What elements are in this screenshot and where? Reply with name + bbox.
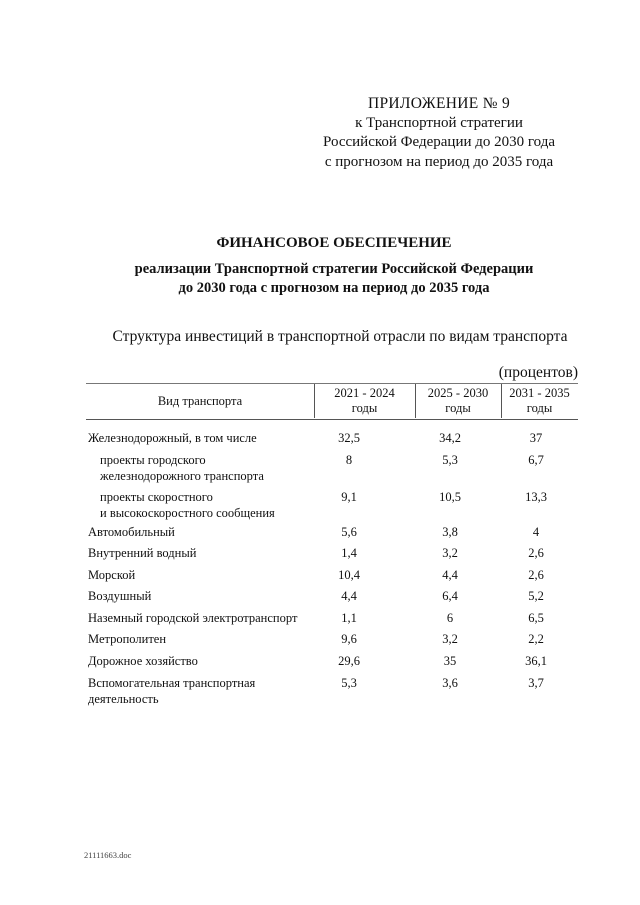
column-header-period — [501, 386, 578, 416]
row-label: Автомобильный — [88, 525, 175, 539]
row-value: 1,1 — [341, 611, 357, 625]
row-label: Внутренний водный — [88, 546, 197, 560]
row-value: 2,2 — [528, 632, 544, 646]
row-value: 37 — [529, 431, 543, 445]
row-value: 3,8 — [442, 525, 458, 539]
row-value: 1,4 — [341, 546, 357, 560]
unit-label: (процентов) — [498, 364, 578, 381]
appendix-line: с прогнозом на период до 2035 года — [324, 153, 554, 170]
row-value: 10,4 — [338, 568, 360, 582]
appendix-line: Российской Федерации до 2030 года — [322, 134, 556, 150]
period-suffix: годы — [445, 401, 471, 415]
row-value: 3,2 — [442, 546, 458, 560]
document-subtitle — [60, 260, 608, 298]
row-label: Морской — [88, 568, 136, 582]
row-label: Воздушный — [88, 589, 152, 603]
row-label: проекты городского железнодорожного транспорта — [100, 453, 264, 483]
row-value: 36,1 — [525, 654, 547, 668]
table-header-rule — [86, 419, 578, 420]
column-header-type: Вид транспорта — [157, 394, 243, 408]
row-value: 5,6 — [341, 525, 357, 539]
period-suffix: годы — [351, 401, 378, 415]
table-top-rule — [86, 383, 578, 384]
row-label: Дорожное хозяйство — [88, 654, 198, 668]
row-value: 34,2 — [439, 431, 461, 445]
row-value: 32,5 — [338, 431, 360, 445]
row-value: 9,1 — [341, 490, 357, 504]
row-value: 10,5 — [439, 490, 461, 504]
row-value: 6,5 — [528, 611, 544, 625]
row-value: 5,2 — [528, 589, 544, 603]
row-label: Метрополитен — [88, 632, 167, 646]
subtitle-line: до 2030 года с прогнозом на период до 2035 года — [178, 280, 490, 296]
period-range: 2031 - 2035 — [509, 386, 570, 400]
row-value: 5,3 — [442, 453, 458, 467]
row-label: Железнодорожный, в том числе — [88, 431, 257, 445]
row-value: 2,6 — [528, 568, 544, 582]
table-caption: Структура инвестиций в транспортной отрасли по видам транспорта — [112, 328, 568, 345]
document-title: ФИНАНСОВОЕ ОБЕСПЕЧЕНИЕ — [216, 235, 452, 251]
row-value: 2,6 — [528, 546, 544, 560]
row-value: 5,3 — [341, 676, 357, 690]
appendix-block — [300, 94, 578, 172]
row-value: 4,4 — [341, 589, 357, 603]
period-range: 2025 - 2030 — [427, 386, 489, 400]
period-range: 2021 - 2024 — [334, 386, 395, 400]
row-value: 4 — [532, 525, 540, 539]
period-suffix: годы — [526, 401, 553, 415]
file-name-footer: 21111663.doc — [84, 850, 132, 860]
column-header-period — [415, 386, 501, 416]
row-value: 3,7 — [528, 676, 544, 690]
row-value: 6 — [446, 611, 454, 625]
row-value: 29,6 — [338, 654, 360, 668]
row-value: 6,4 — [442, 589, 458, 603]
row-value: 35 — [443, 654, 457, 668]
subtitle-line: реализации Транспортной стратегии Российской Федерации — [134, 261, 534, 277]
row-value: 3,6 — [442, 676, 458, 690]
row-value: 13,3 — [525, 490, 547, 504]
column-header-period — [314, 386, 415, 416]
row-value: 4,4 — [442, 568, 458, 582]
appendix-heading: ПРИЛОЖЕНИЕ № 9 — [367, 95, 511, 112]
row-value: 6,7 — [528, 453, 544, 467]
appendix-line: к Транспортной стратегии — [355, 114, 523, 131]
row-label: Вспомогательная транспортная деятельность — [88, 676, 256, 706]
row-label: проекты скоростного и высокоскоростного сообщения — [100, 490, 275, 520]
row-value: 9,6 — [341, 632, 357, 646]
row-value: 8 — [345, 453, 353, 467]
row-label: Наземный городской электротранспорт — [88, 611, 298, 625]
row-value: 3,2 — [442, 632, 458, 646]
